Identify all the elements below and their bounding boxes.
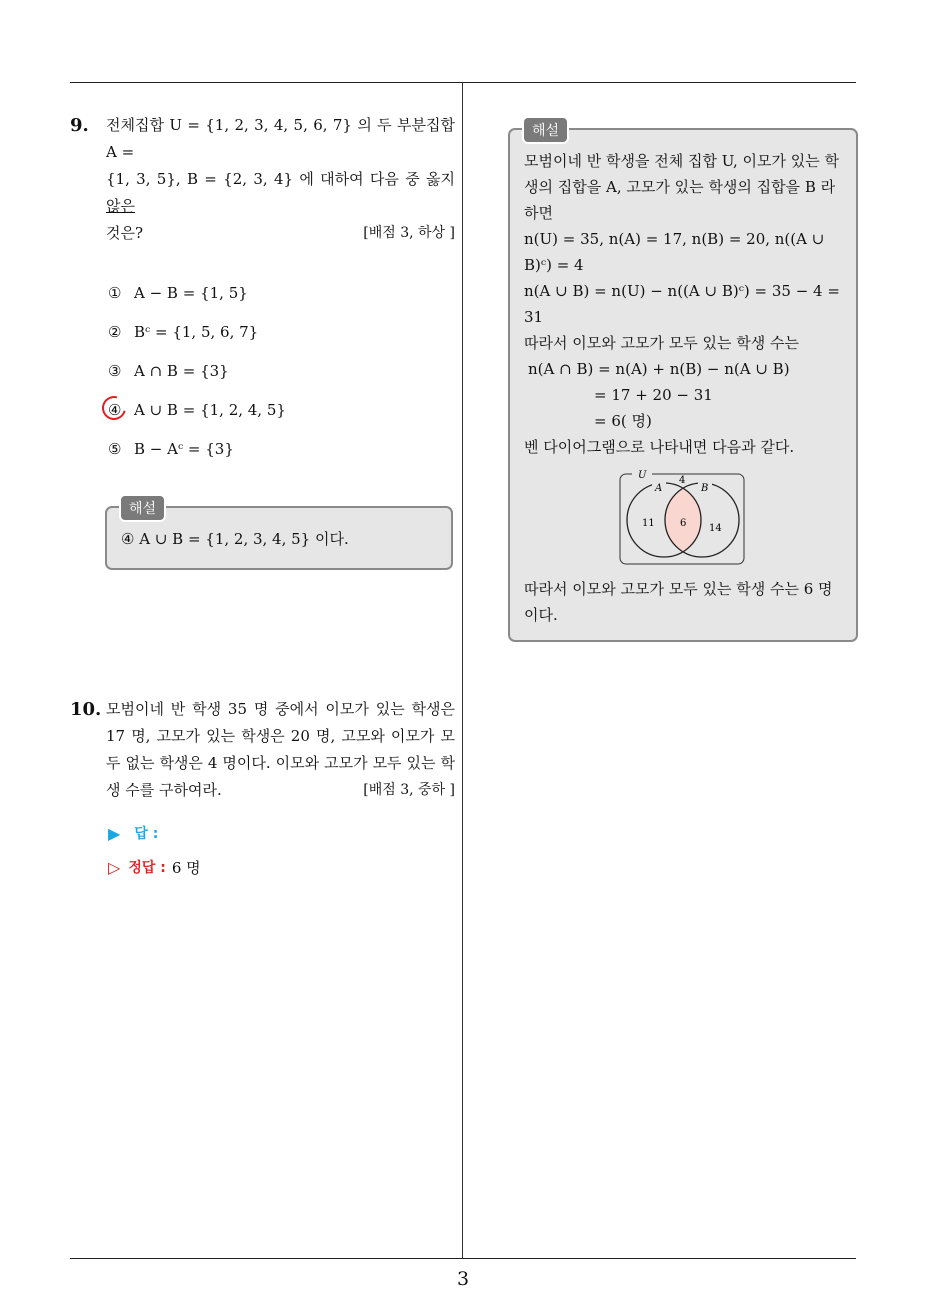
solution-text: ④ A ∪ B = {1, 2, 3, 4, 5} 이다. <box>121 530 349 548</box>
bottom-rule <box>70 1258 856 1259</box>
choice-4[interactable]: ④ A ∪ B = {1, 2, 4, 5} <box>108 390 455 429</box>
solution-line: n(A ∪ B) = n(U) − n((A ∪ B)ᶜ) = 35 − 4 = 31 <box>524 282 840 326</box>
stem-line: 전체집합 U = {1, 2, 3, 4, 5, 6, 7} 의 두 부분집합 A = <box>106 116 455 161</box>
page-number: 3 <box>456 1268 470 1290</box>
outside-count: 4 <box>679 475 686 486</box>
answer-circle-icon <box>98 392 131 425</box>
answer-section <box>70 816 455 884</box>
venn-diagram <box>618 466 748 566</box>
answer-input-row[interactable] <box>108 816 455 850</box>
difficulty-tag: [배점 3, 중하 ] <box>363 782 455 798</box>
right-column <box>508 112 858 642</box>
solution-tab: 해설 <box>119 494 166 522</box>
solution-line: 모범이네 반 학생을 전체 집합 U, 이모가 있는 학생의 집합을 A, 고모가 있는 학생의 집합을 B 라 하면 <box>524 152 839 222</box>
correct-answer-row <box>108 850 455 884</box>
set-b-label: B <box>701 483 709 494</box>
choice-list <box>108 273 455 468</box>
solution-line: = 6( 명) <box>594 412 652 430</box>
solution-box-q10 <box>508 123 858 642</box>
solution-box-q9 <box>105 501 453 570</box>
top-rule <box>70 82 856 83</box>
solution-body <box>510 130 856 640</box>
underlined-keyword: 않은 <box>106 197 135 215</box>
choice-2[interactable]: ② Bᶜ = {1, 5, 6, 7} <box>108 322 259 341</box>
choice-1[interactable]: ① A − B = {1, 5} <box>108 283 248 302</box>
outline-arrow-icon: ▷ <box>108 857 121 877</box>
solution-line: n(A ∩ B) = n(A) + n(B) − n(A ∪ B) <box>528 360 790 378</box>
stem-text: 모범이네 반 학생 35 명 중에서 이모가 있는 학생은 17 명, 고모가 있는 학생은 20 명, 고모와 이모가 모두 없는 학생은 4 명이다. 이모와 고모가 모두 있는 학생 수를 구하여라. <box>106 700 455 799</box>
solution-tab: 해설 <box>522 116 569 144</box>
choice-5[interactable]: ⑤ B − Aᶜ = {3} <box>108 439 234 458</box>
stem-line: 것은? [배점 3, 하상 ] <box>106 220 455 247</box>
play-arrow-icon: ▶ <box>108 823 121 843</box>
b-only-count: 14 <box>709 523 722 534</box>
choice-3[interactable]: ③ A ∩ B = {3} <box>108 361 229 380</box>
correct-value: 6 명 <box>171 858 201 877</box>
question-stem <box>106 696 455 804</box>
solution-line: 벤 다이어그램으로 나타내면 다음과 같다. <box>524 438 795 456</box>
solution-line: n(U) = 35, n(A) = 17, n(B) = 20, n((A ∪ B)ᶜ) = 4 <box>524 230 825 274</box>
question-10 <box>70 696 455 804</box>
set-a-label: A <box>655 483 663 494</box>
correct-label: 정답 : <box>128 860 166 876</box>
solution-line: = 17 + 20 − 31 <box>594 386 713 404</box>
question-number: 10. <box>70 699 102 720</box>
left-column <box>70 112 455 884</box>
answer-label: 답 : <box>134 826 159 842</box>
solution-conclusion: 따라서 이모와 고모가 모두 있는 학생 수는 6 명이다. <box>524 580 833 624</box>
solution-line: 따라서 이모와 고모가 모두 있는 학생 수는 <box>524 334 799 352</box>
stem-line: {1, 3, 5}, B = {2, 3, 4} 에 대하여 다음 중 옳지 않은 <box>106 170 455 215</box>
a-only-count: 11 <box>642 518 655 529</box>
universe-label: U <box>638 470 647 481</box>
difficulty-tag: [배점 3, 하상 ] <box>363 225 455 241</box>
column-divider <box>462 83 463 1258</box>
question-stem <box>106 112 455 247</box>
question-number: 9. <box>70 115 89 136</box>
intersection-count: 6 <box>680 518 687 529</box>
question-9 <box>70 112 455 247</box>
